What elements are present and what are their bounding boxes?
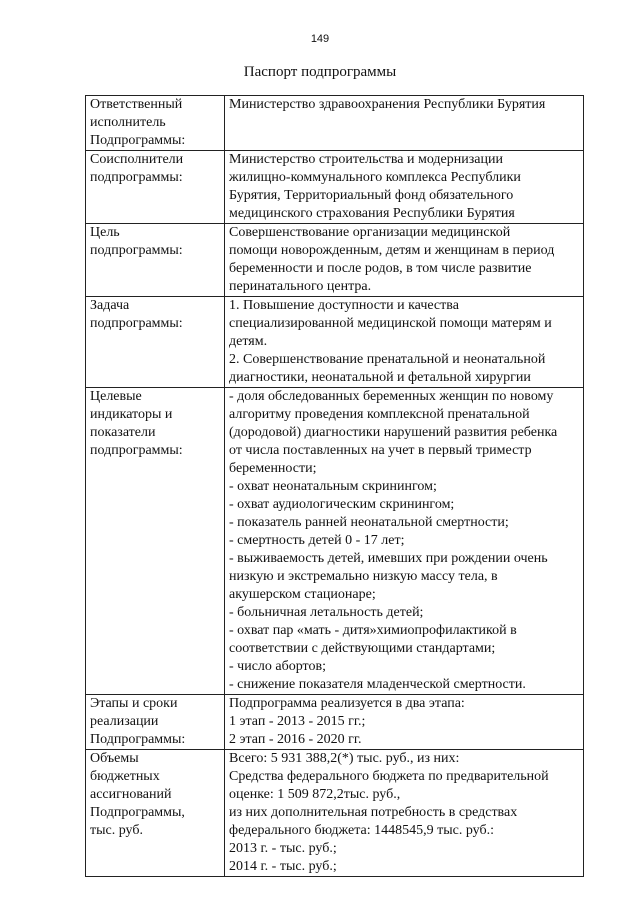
passport-row-content [225, 297, 584, 388]
passport-row [86, 388, 584, 695]
label-line: подпрограммы: [90, 170, 183, 185]
label-line: Ответственный [90, 97, 183, 112]
content-line: из них дополнительная потребность в средствах [229, 805, 518, 820]
page-number: 149 [310, 33, 330, 45]
subprogram-passport-table [85, 95, 584, 877]
content-line: от числа поставленных на учет в первый триместр [229, 443, 532, 458]
label-line: Задача [90, 298, 130, 313]
passport-row-content [225, 750, 584, 877]
content-line: помощи новорожденным, детям и женщинам в период [229, 243, 555, 258]
passport-row-label [86, 388, 225, 695]
content-line: соответствии с действующими стандартами; [229, 641, 496, 656]
content-line: медицинского страхования Республики Бурятия [229, 206, 515, 221]
content-line: - охват неонатальным скринингом; [229, 479, 437, 494]
content-line: беременности; [229, 461, 317, 476]
content-line: Министерство здравоохранения Республики Бурятия [229, 97, 546, 112]
content-line: акушерском стационаре; [229, 587, 376, 602]
content-line: 2 этап - 2016 - 2020 гг. [229, 732, 362, 747]
content-line: - больничная летальность детей; [229, 605, 424, 620]
label-line: бюджетных [90, 769, 160, 784]
label-line: Цель [90, 225, 120, 240]
label-line: ассигнований [90, 787, 172, 802]
passport-row [86, 96, 584, 151]
passport-row-content [225, 695, 584, 750]
content-line: - охват аудиологическим скринингом; [229, 497, 455, 512]
passport-row-label [86, 224, 225, 297]
content-line: - охват пар «мать - дитя»химиопрофилактикой в [229, 623, 517, 638]
label-line: подпрограммы: [90, 243, 183, 258]
label-line: Этапы и сроки [90, 696, 178, 711]
label-line: подпрограммы: [90, 316, 183, 331]
passport-row-content [225, 96, 584, 151]
label-line: показатели [90, 425, 156, 440]
label-line: подпрограммы: [90, 443, 183, 458]
content-line: 1. Повышение доступности и качества [229, 298, 459, 313]
passport-row-content [225, 151, 584, 224]
content-line: - число абортов; [229, 659, 326, 674]
label-line: Подпрограммы: [90, 732, 186, 747]
content-line: Бурятия, Территориальный фонд обязательного [229, 188, 514, 203]
passport-row-content [225, 388, 584, 695]
content-line: федерального бюджета: 1448545,9 тыс. руб.: [229, 823, 495, 838]
content-line: алгоритму проведения комплексной пренатальной [229, 407, 530, 422]
content-line: жилищно-коммунального комплекса Республики [229, 170, 521, 185]
passport-row-label [86, 96, 225, 151]
content-line: диагностики, неонатальной и фетальной хирургии [229, 370, 531, 385]
content-line: - показатель ранней неонатальной смертности; [229, 515, 509, 530]
label-line: исполнитель [90, 115, 166, 130]
content-line: - доля обследованных беременных женщин по новому [229, 389, 554, 404]
passport-row [86, 224, 584, 297]
content-line: 1 этап - 2013 - 2015 гг.; [229, 714, 366, 729]
content-line: Министерство строительства и модернизации [229, 152, 503, 167]
passport-row [86, 695, 584, 750]
label-line: Соисполнители [90, 152, 184, 167]
passport-row-label [86, 297, 225, 388]
content-line: 2. Совершенствование пренатальной и неонатальной [229, 352, 546, 367]
passport-row [86, 750, 584, 877]
content-line: (дородовой) диагностики нарушений развития ребенка [229, 425, 558, 440]
content-line: беременности и после родов, в том числе развитие [229, 261, 532, 276]
label-line: Целевые [90, 389, 142, 404]
page-title: Паспорт подпрограммы [243, 64, 397, 80]
content-line: 2013 г. - тыс. руб.; [229, 841, 337, 856]
passport-row [86, 297, 584, 388]
content-line: Совершенствование организации медицинской [229, 225, 511, 240]
content-line: низкую и экстремально низкую массу тела, в [229, 569, 498, 584]
content-line: Средства федерального бюджета по предварительной [229, 769, 549, 784]
label-line: Подпрограммы, [90, 805, 185, 820]
content-line: детям. [229, 334, 268, 349]
label-line: Подпрограммы: [90, 133, 186, 148]
content-line: - выживаемость детей, имевших при рождении очень [229, 551, 548, 566]
label-line: индикаторы и [90, 407, 173, 422]
content-line: перинатального центра. [229, 279, 372, 294]
content-line: Подпрограмма реализуется в два этапа: [229, 696, 465, 711]
label-line: реализации [90, 714, 159, 729]
passport-row-label [86, 695, 225, 750]
label-line: Объемы [90, 751, 139, 766]
content-line: оценке: 1 509 872,2тыс. руб., [229, 787, 401, 802]
content-line: специализированной медицинской помощи матерям и [229, 316, 552, 331]
label-line: тыс. руб. [90, 823, 143, 838]
passport-row-label [86, 151, 225, 224]
content-line: Всего: 5 931 388,2(*) тыс. руб., из них: [229, 751, 460, 766]
passport-row [86, 151, 584, 224]
passport-row-content [225, 224, 584, 297]
passport-table-body [86, 96, 584, 877]
content-line: - снижение показателя младенческой смертности. [229, 677, 526, 692]
passport-row-label [86, 750, 225, 877]
content-line: 2014 г. - тыс. руб.; [229, 859, 337, 874]
content-line: - смертность детей 0 - 17 лет; [229, 533, 405, 548]
